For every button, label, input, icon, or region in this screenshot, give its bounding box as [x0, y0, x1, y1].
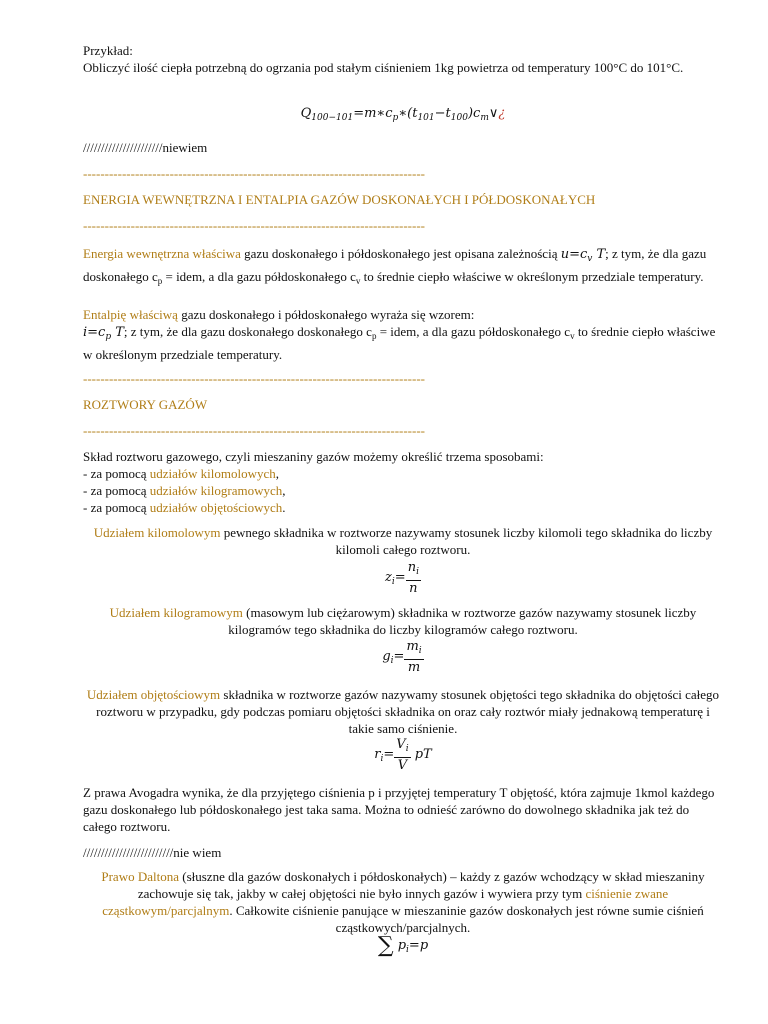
intro-paragraph	[83, 42, 723, 76]
note-niewiem: //////////////////////niewiem	[83, 140, 208, 155]
paragraph-avogadro: Z prawa Avogadra wynika, że dla przyjętego ciśnienia p i przyjętej temperatury T objętość, która zajmuje 1kmol każdego gazu doskonałego lub półdoskonałego jest taka sama. Można to odnieść zarówno do dowolnego składnika jak też do całego roztworu.	[83, 785, 715, 834]
formula-gi: $g_i=$ $\frac{m_i}{m}$	[382, 639, 422, 675]
list-item: - za pomocą udziałów objętościowych.	[83, 500, 286, 515]
formula-ri: $r_i=$ $\frac{V_i}{V}$ pT	[374, 737, 432, 773]
formula-i: $i=c_p$ T	[83, 325, 124, 342]
paragraph-dalton: Prawo Daltona (słuszne dla gazów doskonałych i półdoskonałych) – każdy z gazów wchodzący w skład mieszaniny zachowuje się tak, jakby w całej objętości nie było innych gazów i wywiera przy tym ciśnienie zwane cząstkowym/parcjalnym. Całkowite ciśnienie panujące w mieszaninie gazów doskonałych jest równe sumie ciśnień cząstkowych/parcjalnych.	[101, 869, 705, 935]
divider: -------------------------------------------------------------------------------	[83, 166, 425, 181]
intro-text: Obliczyć ilość ciepła potrzebną do ogrzania pod stałym ciśnieniem 1kg powietrza od temperatury 100°C do 101°C.	[83, 60, 684, 75]
divider: -------------------------------------------------------------------------------	[83, 218, 425, 233]
formula-red-char: ¿	[498, 106, 506, 121]
formula-u: $u=c_v$ T	[560, 247, 606, 264]
definition-volume: Udziałem objętościowym składnika w roztworze gazów nazywamy stosunek objętości tego składnika do objętości całego roztworu w przypadku, gdy podczas pomiaru objętości składnika on oraz cały roztwór miały jednakową temperaturę i takie samo ciśnienie.	[86, 687, 720, 736]
formula-dalton-sum: ∑ $p_i=p$	[377, 933, 429, 958]
term-internal-energy: Energia wewnętrzna właściwa	[83, 246, 241, 261]
paragraph-internal-energy: Energia wewnętrzna właściwa gazu doskonałego i półdoskonałego jest opisana zależnością $u=c_v$ T; z tym, że dla gazu doskonałego $c_p$ = idem, a dla gazu półdoskonałego $c_v$ to średnie ciepło właściwe w określonym przedziale temperatury.	[83, 246, 707, 286]
term-enthalpy: Entalpię właściwą	[83, 307, 178, 322]
formula-heat: $Q_{100-101}=m∗c_p∗(t_{101}-t_{100})c_m\vee¿$	[300, 106, 506, 123]
divider: -------------------------------------------------------------------------------	[83, 423, 425, 438]
section-title-solutions: ROZTWORY GAZÓW	[83, 397, 208, 412]
intro-heading: Przykład:	[83, 43, 133, 58]
formula-zi: $z_i=$ $\frac{n_i}{n}$	[385, 560, 419, 596]
divider: -------------------------------------------------------------------------------	[83, 371, 425, 386]
solutions-intro: Skład roztworu gazowego, czyli mieszaniny gazów możemy określić trzema sposobami: - za pomocą udziałów kilomolowych, - za pomocą udziałów kilogramowych, - za pomocą udziałów objętościowych.	[83, 449, 544, 515]
section-title-energy: ENERGIA WEWNĘTRZNA I ENTALPIA GAZÓW DOSKONAŁYCH I PÓŁDOSKONAŁYCH	[83, 192, 596, 207]
list-item: - za pomocą udziałów kilogramowych,	[83, 483, 286, 498]
definition-kilomolar: Udziałem kilomolowym pewnego składnika w roztworze nazywamy stosunek liczby kilomoli tego składnika do liczby kilomoli całego roztworu.	[93, 525, 713, 557]
note-nie-wiem: /////////////////////////nie wiem	[83, 845, 222, 860]
list-item: - za pomocą udziałów kilomolowych,	[83, 466, 280, 481]
paragraph-enthalpy: Entalpię właściwą gazu doskonałego i półdoskonałego wyraża się wzorem: $i=c_p$ T; z tym, że dla gazu doskonałego doskonałego $c_p$ = idem, a dla gazu półdoskonałego $c_v$ to średnie ciepło właściwe w określonym przedziale temperatury.	[83, 307, 716, 362]
definition-kilogram: Udziałem kilogramowym (masowym lub ciężarowym) składnika w roztworze gazów nazywamy stosunek liczby kilogramów tego składnika do liczby kilogramów całego roztworu.	[109, 605, 697, 637]
